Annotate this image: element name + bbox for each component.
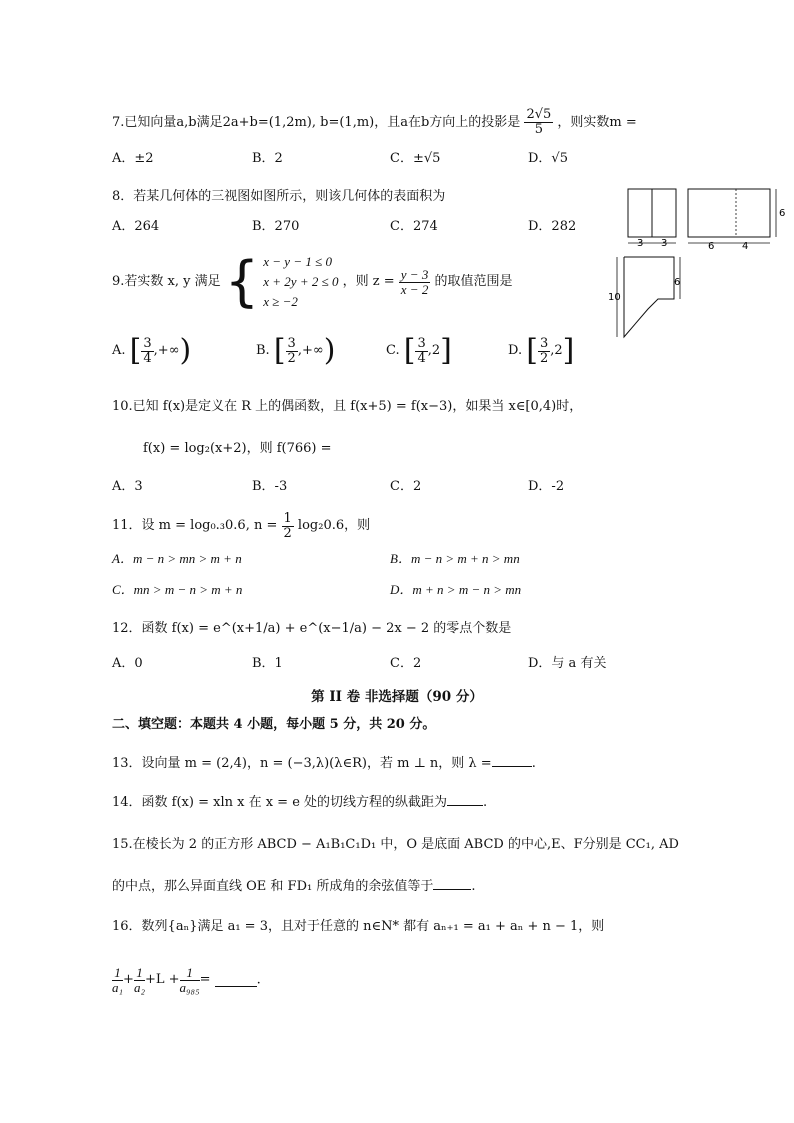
q9-tail: 的取值范围是 (434, 274, 513, 289)
q15-line2: 的中点，那么异面直线 OE 和 FD₁ 所成角的余弦值等于 . (112, 879, 476, 894)
q9-brace: { (224, 250, 260, 313)
q11-option-b: B．m − n > m + n > mn (390, 551, 520, 566)
q16-eq: = (199, 972, 211, 987)
q9-constraint-1: x − y − 1 ≤ 0 (263, 254, 332, 269)
q8-option-b: B．270 (252, 219, 300, 234)
q16-t2-den: a₂ (133, 979, 145, 995)
q9-b-label: B. (256, 343, 270, 358)
q9-d-close: ] (562, 333, 575, 368)
q9-c-rest: ,2 (427, 343, 441, 358)
q9-system (263, 252, 338, 312)
q14: 14．函数 f(x) = xln x 在 x = e 处的切线方程的纵截距为 . (112, 795, 488, 810)
q16-mid: +L + (144, 972, 180, 987)
dim-front-right: 3 (661, 238, 668, 249)
q10-line2: f(x) = log₂(x+2)，则 f(766) = (143, 441, 332, 456)
q7-projection-fraction (524, 108, 553, 137)
q12-option-a: A．0 (112, 656, 143, 671)
q9-a-open: [ (129, 333, 142, 368)
q9-a-den: 4 (143, 350, 152, 366)
q16-t3-den: a₉₈₅ (179, 979, 200, 995)
q12-option-b: B．1 (252, 656, 283, 671)
three-view-figure (608, 185, 786, 345)
q9-c-den: 4 (417, 350, 426, 366)
q16-term-1 (112, 966, 123, 995)
q14-answer-blank[interactable] (447, 793, 483, 806)
q11-fraction (282, 512, 294, 541)
q9-a-frac (141, 337, 153, 366)
q9-d-num: 3 (539, 335, 549, 351)
q11-option-d: D．m + n > m − n > mn (390, 582, 522, 597)
q7-tail: ，则实数m = (557, 115, 637, 130)
dim-side-right: 4 (742, 241, 749, 252)
q9-constraint-3: x ≥ −2 (263, 294, 298, 309)
q7-frac-den: 5 (534, 122, 543, 137)
dim-side-height: 6 (779, 208, 786, 219)
q9-option-c (386, 333, 452, 368)
q9-option-b (256, 333, 336, 368)
dim-top-right: 6 (674, 277, 681, 288)
q9-a-label: A. (112, 343, 126, 358)
dim-top-height: 10 (608, 292, 621, 303)
q9-b-open: [ (273, 333, 286, 368)
q9-a-rest: ,+∞ (153, 343, 180, 358)
q11-lead: 11．设 m = log₀.₃0.6, n = (112, 518, 278, 533)
q16-term-3 (180, 966, 200, 995)
q9-a-close: ) (179, 333, 192, 368)
q8-option-a: A．264 (112, 219, 160, 234)
section-2-title: 第 II 卷 非选择题（90 分） (311, 689, 483, 705)
q13: 13．设向量 m = (2,4)，n = (−3,λ)(λ∈R)，若 m ⊥ n，则 λ = . (112, 756, 536, 771)
q9-z-den: x − 2 (400, 281, 429, 297)
q7-stem-text: 7.已知向量a,b满足2a+b=(1,2m), b=(1,m)，且a在b方向上的投影是 (112, 115, 521, 130)
q9-c-open: [ (403, 333, 416, 368)
q10-option-b: B．-3 (252, 479, 288, 494)
q9-b-frac (286, 337, 298, 366)
q11-tail: log₂0.6，则 (297, 518, 371, 533)
q11-frac-num: 1 (283, 510, 292, 526)
q15-line2-text: 的中点，那么异面直线 OE 和 FD₁ 所成角的余弦值等于 (112, 879, 434, 894)
q10-option-d: D．-2 (528, 479, 565, 494)
q7-option-d: D．√5 (528, 151, 568, 166)
q14-text: 14．函数 f(x) = xln x 在 x = e 处的切线方程的纵截距为 (112, 795, 448, 810)
q8-option-c: C．274 (390, 219, 438, 234)
q9-stem (112, 252, 512, 318)
q7-option-c: C．±√5 (390, 151, 441, 166)
q13-answer-blank[interactable] (492, 754, 532, 767)
q9-lead: 9.若实数 x, y 满足 (112, 274, 221, 289)
q9-b-den: 2 (287, 350, 296, 366)
q12-option-d: D．与 a 有关 (528, 656, 607, 671)
q16-t1-num: 1 (112, 966, 123, 981)
q15-line1: 15.在棱长为 2 的正方形 ABCD − A₁B₁C₁D₁ 中，O 是底面 ABCD 的中心,E、F分别是 CC₁, AD (112, 837, 679, 852)
q9-d-label: D. (508, 343, 523, 358)
q16-t3-num: 1 (180, 966, 200, 981)
q11-option-a: A．m − n > mn > m + n (112, 551, 242, 566)
q9-mid: ，则 z = (342, 274, 395, 289)
q11-frac-den: 2 (283, 525, 292, 541)
q8-option-d: D．282 (528, 219, 577, 234)
q11-option-c: C．mn > m − n > m + n (112, 582, 243, 597)
q9-a-num: 3 (143, 335, 152, 351)
dim-side-left: 6 (708, 241, 715, 252)
q9-b-close: ) (323, 333, 336, 368)
q9-z-fraction (399, 268, 431, 297)
q9-c-frac (415, 337, 427, 366)
q9-d-open: [ (526, 333, 538, 368)
q9-c-num: 3 (417, 335, 426, 351)
q16-t2-num: 1 (134, 966, 145, 981)
dim-front-left: 3 (637, 238, 644, 249)
q9-c-close: ] (440, 333, 452, 368)
q13-text: 13．设向量 m = (2,4)，n = (−3,λ)(λ∈R)，若 m ⊥ n，则 λ = (112, 756, 492, 771)
q9-d-rest: ,2 (550, 343, 563, 358)
q7-stem (112, 108, 637, 137)
q8-stem: 8．若某几何体的三视图如图所示，则该几何体的表面积为 (112, 189, 446, 204)
q16-term-2 (134, 966, 145, 995)
q9-z-num: y − 3 (400, 266, 429, 282)
q9-b-num: 3 (287, 335, 296, 351)
q9-d-frac (538, 337, 550, 366)
q10-option-c: C．2 (390, 479, 422, 494)
q12-option-c: C．2 (390, 656, 422, 671)
q9-d-den: 2 (539, 350, 549, 366)
q16-line2: $\frac{1}{\text{a₁}}$ + $\frac{1}{\text{a₂}}$ +L + $\frac{1}{\text{a₉₈₅}}$ = . (112, 964, 261, 995)
q10-line1: 10.已知 f(x)是定义在 R 上的偶函数，且 f(x+5) = f(x−3)，如果当 x∈[0,4)时， (112, 399, 583, 414)
q9-constraint-2: x + 2y + 2 ≤ 0 (263, 274, 339, 289)
q16-line1: 16．数列{aₙ}满足 a₁ = 3，且对于任意的 n∈N* 都有 aₙ₊₁ = a₁ + aₙ + n − 1，则 (112, 919, 605, 934)
q16-plus: + (123, 972, 134, 987)
q9-c-label: C. (386, 343, 400, 358)
q7-option-a: A．±2 (112, 151, 154, 166)
q9-option-a (112, 333, 192, 368)
q16-t1-den: a₁ (112, 979, 124, 995)
part-2-heading: 二、填空题：本题共 4 小题，每小题 5 分，共 20 分。 (112, 717, 436, 732)
q9-b-rest: ,+∞ (297, 343, 324, 358)
q7-option-b: B．2 (252, 151, 283, 166)
q12-stem: 12．函数 f(x) = e^(x+1/a) + e^(x−1/a) − 2x − 2 的零点个数是 (112, 621, 512, 636)
q10-option-a: A．3 (112, 479, 143, 494)
q15-answer-blank[interactable] (433, 877, 471, 890)
q7-frac-num: 2√5 (526, 107, 552, 122)
q9-option-d (508, 333, 575, 368)
q11-stem (112, 508, 370, 544)
q16-answer-blank[interactable] (215, 974, 257, 987)
